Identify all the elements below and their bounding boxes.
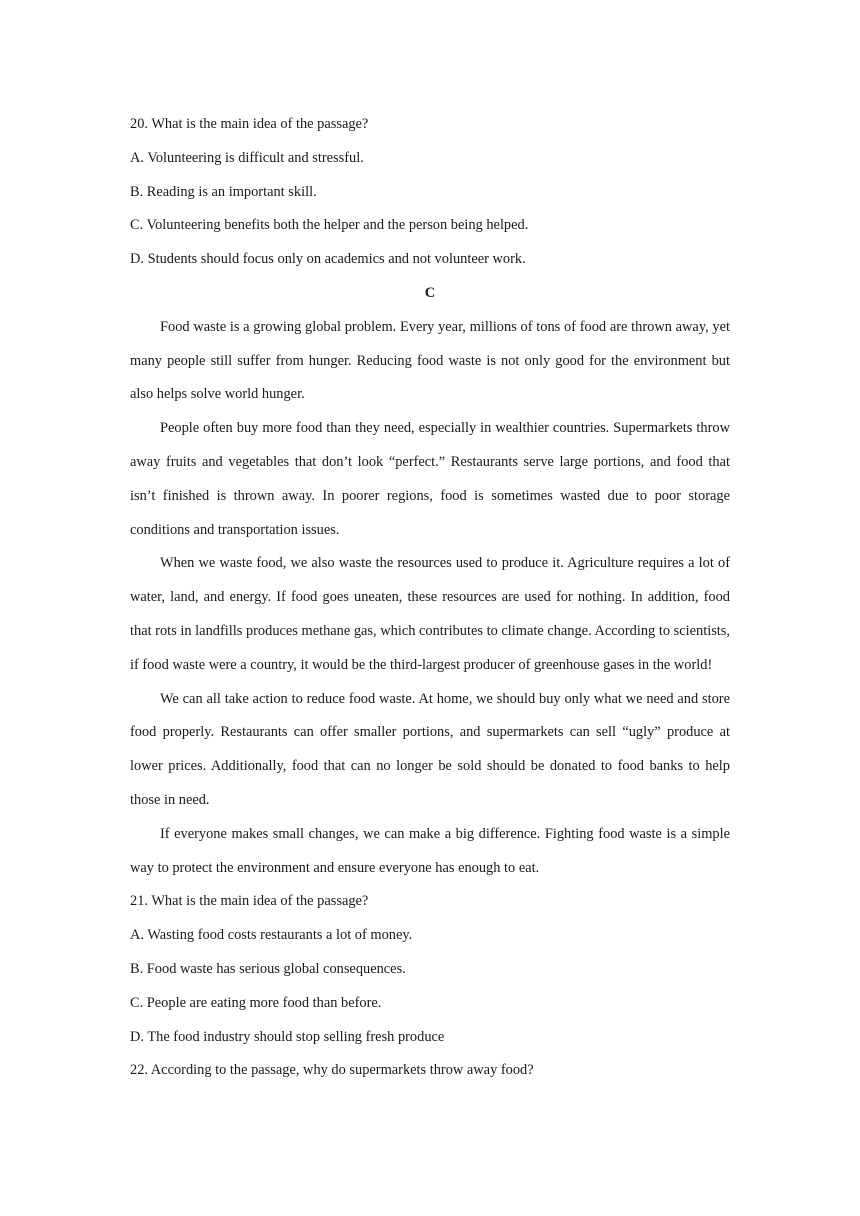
question-20-option-b: B. Reading is an important skill. (130, 183, 317, 200)
question-20-option-d: D. Students should focus only on academics and not volunteer work. (130, 251, 526, 268)
question-20-stem: 20. What is the main idea of the passage? (130, 116, 369, 132)
document-page (130, 108, 730, 1088)
passage-c-paragraph-2: People often buy more food than they need, especially in wealthier countries. Supermarkets throw away fruits and vegetables that don’t look “perfect.” Restaurants serve large portions, and food that isn’t finished is thrown away. In poorer regions, food is sometimes wasted due to poor storage conditions and transportation issues. (130, 420, 730, 538)
passage-c-paragraph-5: If everyone makes small changes, we can make a big difference. Fighting food waste is a simple way to protect the environment and ensure everyone has enough to eat. (130, 825, 730, 876)
question-20-option-c: C. Volunteering benefits both the helper and the person being helped. (130, 217, 529, 234)
question-21-option-c: C. People are eating more food than before. (130, 994, 382, 1011)
question-21-option-d: D. The food industry should stop selling fresh produce (130, 1028, 445, 1045)
passage-c-paragraph-4: We can all take action to reduce food waste. At home, we should buy only what we need and store food properly. Restaurants can offer smaller portions, and supermarkets can sell “ugly” produce at lower prices. Additionally, food that can no longer be sold should be donated to food banks to help those in need. (130, 690, 730, 808)
passage-c-heading: C (424, 284, 436, 301)
passage-c-paragraph-3: When we waste food, we also waste the resources used to produce it. Agriculture requires a lot of water, land, and energy. If food goes uneaten, these resources are used for nothing. In addition, food that rots in landfills produces methane gas, which contributes to climate change. According to scientists, if food waste were a country, it would be the third-largest producer of greenhouse gases in the world! (130, 555, 730, 673)
question-21-option-a: A. Wasting food costs restaurants a lot of money. (130, 927, 413, 944)
question-21-option-b: B. Food waste has serious global consequences. (130, 960, 406, 977)
question-20 (130, 108, 730, 277)
question-21 (130, 885, 730, 1054)
question-22-stem: 22. According to the passage, why do supermarkets throw away food? (130, 1062, 534, 1079)
question-21-stem: 21. What is the main idea of the passage? (130, 893, 369, 910)
question-20-option-a: A. Volunteering is difficult and stressful. (130, 149, 364, 166)
passage-c-paragraph-1: Food waste is a growing global problem. Every year, millions of tons of food are thrown away, yet many people still suffer from hunger. Reducing food waste is not only good for the environment but also helps solve world hunger. (130, 318, 730, 403)
question-22 (130, 1054, 730, 1088)
passage-c (130, 277, 730, 885)
